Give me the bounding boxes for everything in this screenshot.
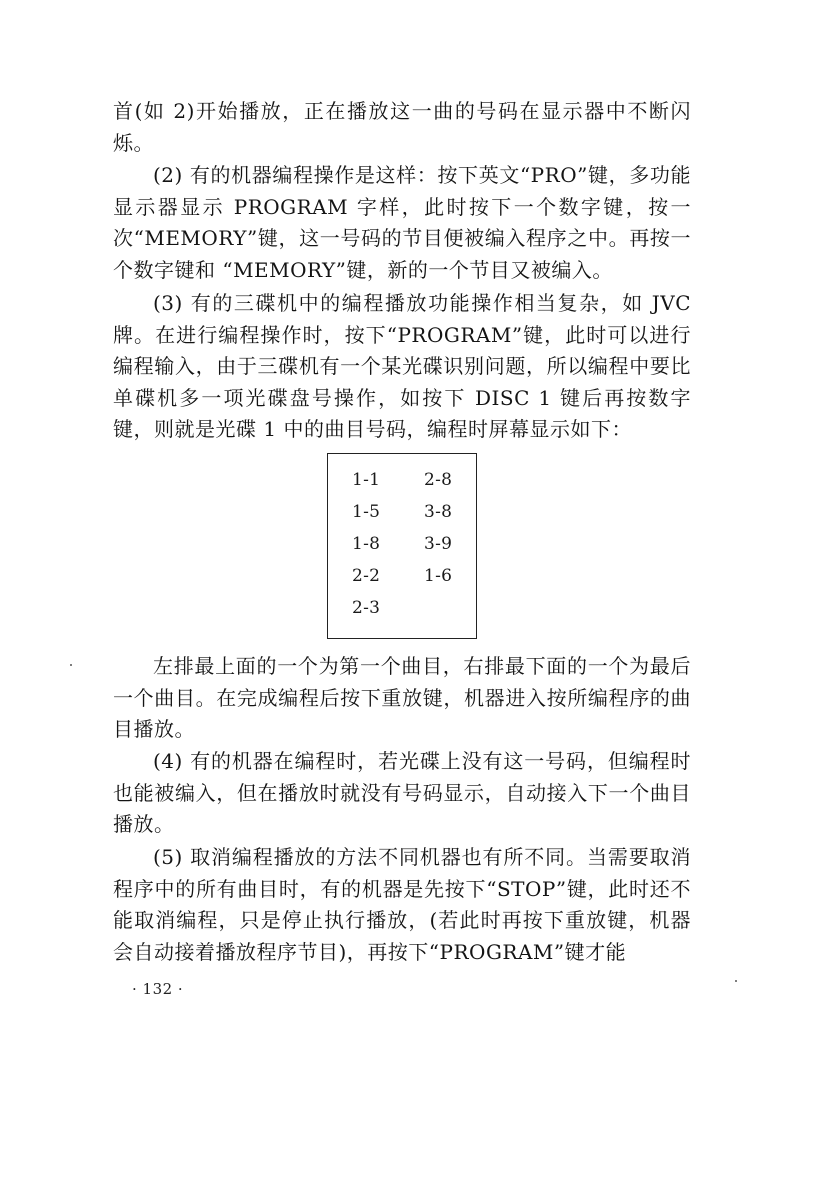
paragraph-explanation: 左排最上面的一个为第一个曲目，右排最下面的一个为最后一个曲目。在完成编程后按下重放键，机器进入按所编程序的曲目播放。	[113, 654, 691, 741]
scan-speck	[735, 980, 737, 982]
paragraph-item-4: (4) 有的机器在编程时，若光碟上没有这一号码，但编程时也能被编入，但在播放时就没有号码显示，自动接入下一个曲目播放。	[113, 749, 691, 836]
paragraph-item-2: (2) 有的机器编程操作是这样：按下英文“PRO”键，多功能显示器显示 PROGRAM 字样，此时按下一个数字键，按一次“MEMORY”键，这一号码的节目便被编入程序之中。再按一个数字键和 “MEMORY”键，新的一个节目又被编入。	[113, 163, 691, 282]
page-number: · 132 ·	[132, 980, 184, 998]
paragraph-item-3: (3) 有的三碟机中的编程播放功能操作相当复杂，如 JVC 牌。在进行编程操作时，按下“PROGRAM”键，此时可以进行编程输入，由于三碟机有一个某光碟识别问题，所以编程中要比单碟机多一项光碟盘号操作，如按下 DISC 1 键后再按数字键，则就是光碟 1 中的曲目号码，编程时屏幕显示如下：	[113, 291, 691, 441]
paragraph-continuation: 首(如 2)开始播放，正在播放这一曲的号码在显示器中不断闪烁。	[113, 99, 691, 155]
program-entry-left-3: 1-8	[352, 534, 381, 554]
program-display-box	[327, 453, 477, 639]
program-entry-right-3: 3-9	[424, 534, 453, 554]
program-entry-right-1: 2-8	[424, 470, 453, 490]
program-entry-right-2: 3-8	[424, 502, 453, 522]
paragraph-item-5: (5) 取消编程播放的方法不同机器也有所不同。当需要取消程序中的所有曲目时，有的机器是先按下“STOP”键，此时还不能取消编程，只是停止执行播放，(若此时再按下重放键，机器会自动接着播放程序节目)，再按下“PROGRAM”键才能	[113, 845, 691, 964]
program-entry-left-5: 2-3	[352, 598, 381, 618]
program-entry-left-2: 1-5	[352, 502, 381, 522]
program-entry-left-4: 2-2	[352, 566, 381, 586]
program-entry-right-4: 1-6	[424, 566, 453, 586]
scan-speck	[70, 664, 72, 666]
program-entry-left-1: 1-1	[352, 470, 381, 490]
